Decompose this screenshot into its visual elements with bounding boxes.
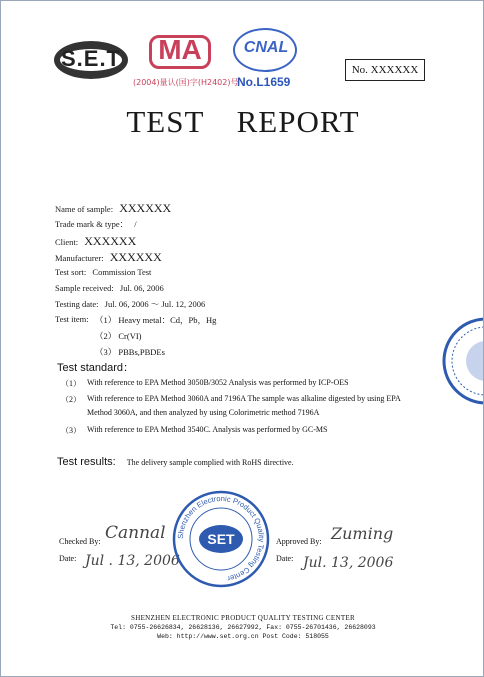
standard-2-text-line1: With reference to EPA Method 3060A and 7196A The sample was alkaline digested by using EPA [87, 394, 401, 403]
standard-1-number: （1） [61, 379, 81, 388]
approved-date-value: Jul. 13, 2006 [303, 555, 394, 571]
sample-received-value: Jul. 06, 2006 [119, 283, 164, 293]
trade-mark-row: Trade mark & type： / [55, 219, 137, 229]
report-title: TEST REPORT [126, 104, 360, 139]
testing-date-row: Testing date: Jul. 06, 2006 ～ Jul. 12, 2006 [55, 299, 206, 309]
test-results-row [57, 456, 294, 468]
client-value: XXXXXX [84, 234, 137, 248]
cnal-logo: CNAL [231, 28, 301, 74]
svg-text:SET: SET [207, 531, 235, 547]
set-logo: S.E.T [51, 36, 131, 86]
standard-3-number: （3） [61, 426, 81, 435]
trade-mark-value: / [134, 219, 137, 229]
manufacturer-row: Manufacturer: XXXXXX [55, 250, 162, 264]
checked-by-signature: Cannal [105, 523, 166, 543]
report-number-box: No. XXXXXX [345, 59, 425, 81]
test-standard-heading: Test standard： [57, 362, 135, 374]
approved-date-label: Date: [276, 554, 294, 563]
sample-name-row: Name of sample: XXXXXX [55, 201, 172, 215]
official-seal-stamp [171, 489, 271, 589]
test-item-3: （3） PBBs,PBDEs [95, 347, 165, 357]
testing-date-value: Jul. 06, 2006 ～ Jul. 12, 2006 [104, 299, 206, 309]
checked-date-label: Date: [59, 554, 77, 563]
test-results-text: The delivery sample complied with RoHS directive. [126, 458, 294, 467]
test-sort-value: Commission Test [92, 267, 152, 277]
sample-received-row: Sample received: Jul. 06, 2006 [55, 283, 164, 293]
test-item-2: （2） Cr(VI) [95, 331, 142, 341]
test-item-row: Test item: [55, 314, 89, 324]
cma-caption: (2004)量认(国)字(H2402)号 [133, 78, 239, 87]
checked-date-value: Jul . 13, 2006 [85, 553, 180, 569]
standard-2-number: （2） [61, 395, 81, 404]
test-item-1: （1） Heavy metal：Cd，Pb，Hg [95, 315, 217, 325]
approved-by-signature: Zuming [331, 524, 394, 543]
standard-2-text-line2: Method 3060A, and then analyzed by using Colorimetric method 7196A [87, 408, 320, 417]
footer-web: Web: http://www.set.org.cn Post Code: 518055 [157, 633, 329, 640]
client-row: Client: XXXXXX [55, 234, 137, 248]
cma-logo: MA [141, 33, 221, 73]
footer-contact: Tel: 0755-26626834, 26628136, 26627992, Fax: 0755-26701436, 26628093 [110, 624, 376, 631]
sample-name-value: XXXXXX [119, 201, 172, 215]
footer-center-name: SHENZHEN ELECTRONIC PRODUCT QUALITY TESTING CENTER [131, 614, 355, 622]
side-seal-stamp [441, 316, 484, 406]
manufacturer-value: XXXXXX [109, 250, 162, 264]
cnal-number: No.L1659 [237, 75, 291, 89]
checked-by-label: Checked By: [59, 537, 101, 546]
approved-by-label: Approved By: [276, 537, 322, 546]
test-results-label: Test results: [57, 456, 116, 468]
standard-3-text: With reference to EPA Method 3540C. Analysis was performed by GC-MS [87, 425, 328, 434]
svg-text:Shenzhen Electronic Product Qu: Shenzhen Electronic Product Quality Testing Center [175, 493, 267, 584]
standard-1-text: With reference to EPA Method 3050B/3052 Analysis was performed by ICP-OES [87, 378, 349, 387]
test-sort-row: Test sort: Commission Test [55, 267, 152, 277]
